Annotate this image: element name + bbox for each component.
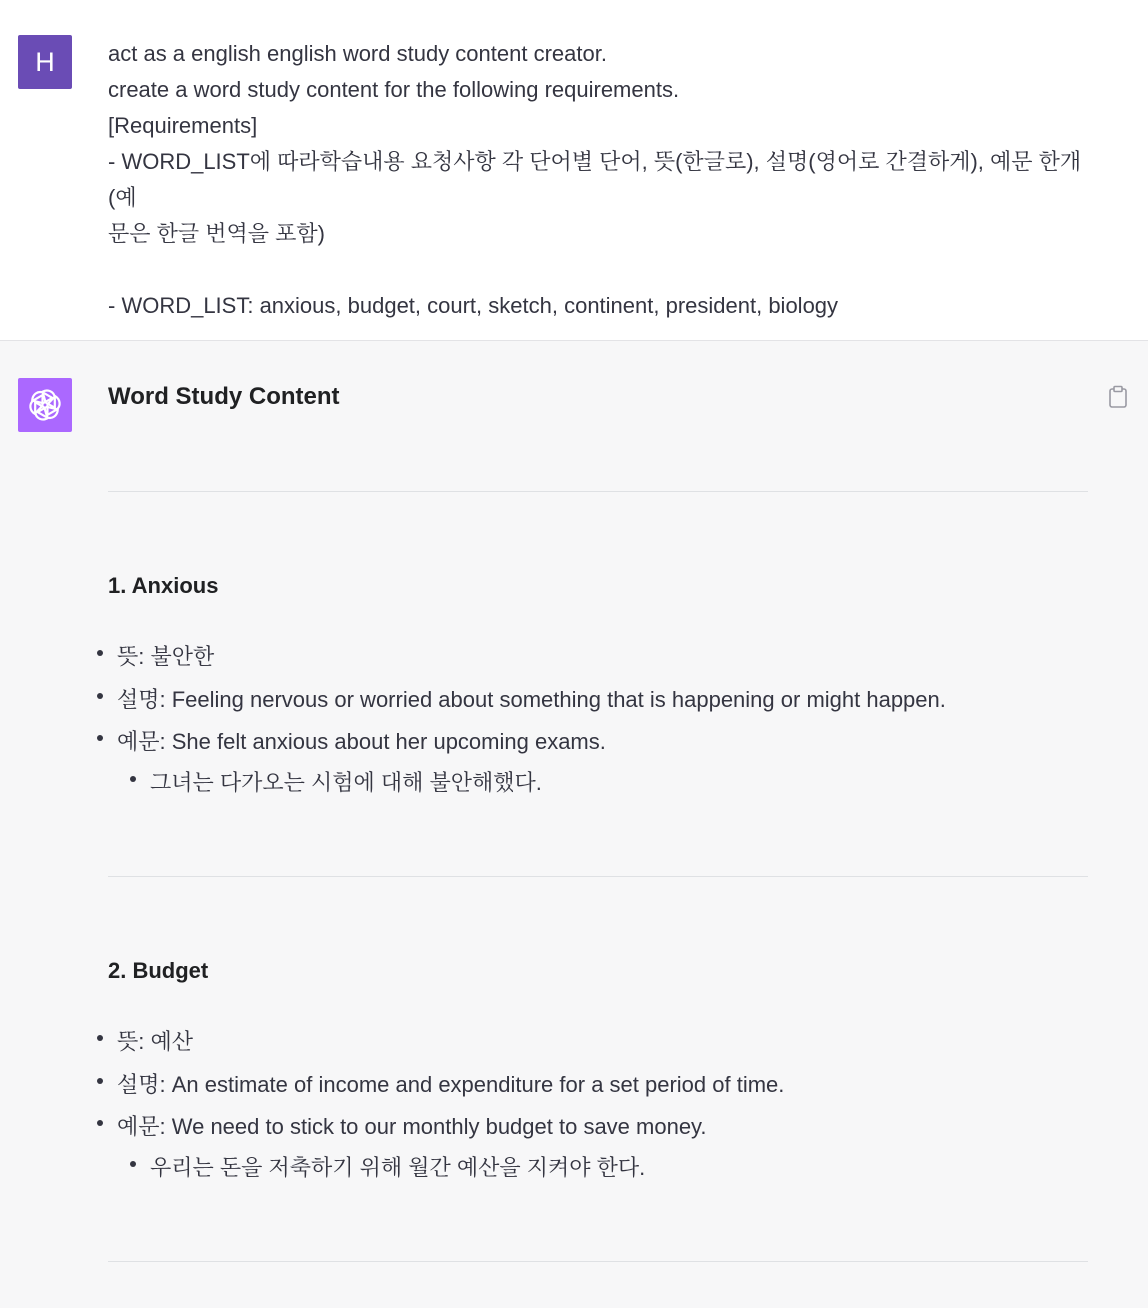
word-heading: 1. Anxious <box>108 573 219 598</box>
clipboard-icon <box>1108 385 1128 409</box>
word-description <box>117 1071 784 1099</box>
word-meaning <box>117 643 214 671</box>
bullet-dot <box>97 650 103 656</box>
word-description-text: 설명: An estimate of income and expenditure for a set period of time. <box>117 1072 785 1097</box>
bullet-dot <box>97 735 103 741</box>
user-avatar <box>18 35 72 89</box>
word-example <box>117 728 606 756</box>
response-title: Word Study Content <box>108 383 340 410</box>
assistant-avatar <box>18 378 72 432</box>
user-message-line: create a word study content for the following requirements. <box>108 77 680 102</box>
bullet-dot <box>130 776 136 782</box>
bullet-dot <box>97 1035 103 1041</box>
user-message-blank-line <box>108 252 1098 288</box>
word-example-text: 예문: She felt anxious about her upcoming exams. <box>117 729 606 754</box>
bullet-dot <box>97 1120 103 1126</box>
word-example-translation <box>150 769 542 797</box>
word-heading: 2. Budget <box>108 958 209 983</box>
user-message-line: - WORD_LIST: anxious, budget, court, sketch, continent, president, biology <box>108 293 839 318</box>
word-example-text: 예문: We need to stick to our monthly budget to save money. <box>117 1114 707 1139</box>
word-description-text: 설명: Feeling nervous or worried about something that is happening or might happen. <box>117 687 946 712</box>
user-message-line: act as a english english word study content creator. <box>108 41 607 66</box>
word-example-translation-text: 우리는 돈을 저축하기 위해 월간 예산을 지켜야 한다. <box>150 1155 646 1180</box>
word-example-translation <box>150 1154 645 1182</box>
section-divider <box>108 876 1088 877</box>
section-divider <box>108 491 1088 492</box>
section-divider <box>108 1261 1088 1262</box>
copy-button[interactable] <box>1106 384 1130 410</box>
word-meaning <box>117 1028 193 1056</box>
user-message-line: - WORD_LIST에 따라학습내용 요청사항 각 단어별 단어, 뜻(한글로), 설명(영어로 간결하게), 예문 한개 (예 <box>108 149 1088 210</box>
word-example <box>117 1113 707 1141</box>
bullet-dot <box>130 1161 136 1167</box>
word-description <box>117 686 946 714</box>
word-meaning-text: 뜻: 불안한 <box>117 644 215 669</box>
bullet-dot <box>97 1078 103 1084</box>
word-example-translation-text: 그녀는 다가오는 시험에 대해 불안해했다. <box>150 770 542 795</box>
bullet-dot <box>97 693 103 699</box>
user-message-line: 문은 한글 번역을 포함) <box>108 221 325 246</box>
user-message-line: [Requirements] <box>108 113 258 138</box>
user-message-text <box>108 36 1098 324</box>
assistant-message <box>0 341 1148 1308</box>
openai-logo-icon <box>26 386 64 424</box>
user-avatar-letter: H <box>35 46 55 77</box>
user-message <box>0 0 1148 341</box>
word-meaning-text: 뜻: 예산 <box>117 1029 193 1054</box>
